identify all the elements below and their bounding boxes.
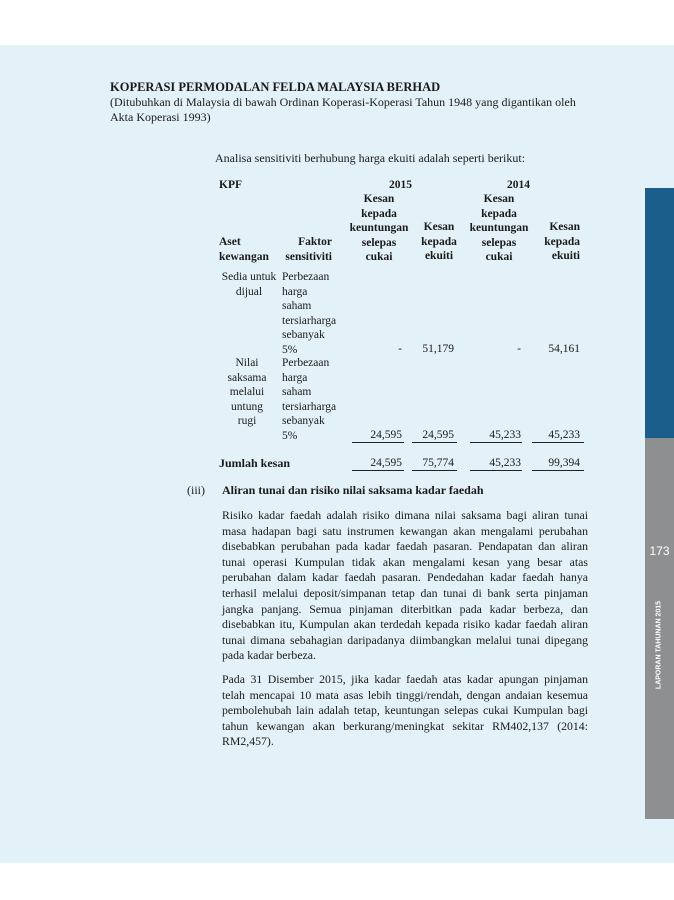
cell-equity-2015: 51,179 xyxy=(422,343,454,355)
total-rule xyxy=(470,470,522,471)
total-rule xyxy=(532,470,584,471)
subtotal-rule xyxy=(532,442,584,443)
total-rule xyxy=(412,470,457,471)
subtotal-rule xyxy=(412,442,457,443)
row-factor: Perbezaan harga saham tersiarharga sebanyak 5% xyxy=(282,271,337,356)
org-name: KOPERASI PERMODALAN FELDA MALAYSIA BERHAD xyxy=(110,80,441,94)
col-header-equity-2015: Kesan kepada ekuiti xyxy=(421,221,457,262)
side-tab-blue xyxy=(645,188,674,438)
cell-profit-2015: 24,595 xyxy=(370,429,402,441)
total-profit-2014: 45,233 xyxy=(489,457,521,469)
intro-text: Analisa sensitiviti berhubung harga ekuiti adalah seperti berikut: xyxy=(215,151,526,165)
paragraph-sensitivity: Pada 31 Disember 2015, jika kadar faedah atas kadar apungan pinjaman telah mencapai 10 mata asas lebih tinggi/rendah, dengan andaian kesemua pembolehubah lain adalah tetap, keuntungan selepas cukai Kumpulan bagi tahun kewangan akan berkurang/meningkat sekitar RM402,137 (2014: RM2,457). xyxy=(222,672,588,749)
row-asset: Nilai saksama melalui untung rugi xyxy=(227,357,267,427)
org-subtitle: (Ditubuhkan di Malaysia di bawah Ordinan Koperasi-Koperasi Tahun 1948 yang digantikan oleh Akta Koperasi 1993) xyxy=(110,95,576,124)
paragraph-interest-risk: Risiko kadar faedah adalah risiko dimana nilai saksama bagi aliran tunai masa hadapan bagi satu instrumen kewangan akan mengalami perubahan disebabkan perubahan pada kadar faedah pasaran. Pendapatan dan aliran tunai operasi Kumpulan tidak akan mengalami kesan yang besar atas perubahan dalam kadar faedah pasaran. Pendedahan kadar faedah hanya terhasil melalui deposit/simpanan tetap dan tunai di bank serta pinjaman jangka panjang. Semua pinjaman diterbitkan pada kadar berbeza, dan disebabkan itu, Kumpulan akan terdedah kepada risiko kadar faedah aliran tunai dimana sebahagian daripadanya diimbangkan melalui tunai dipegang pada kadar berbeza. xyxy=(222,508,588,663)
section-title: Aliran tunai dan risiko nilai saksama kadar faedah xyxy=(222,483,484,497)
subtotal-rule xyxy=(352,442,404,443)
year-2014-header: 2014 xyxy=(507,179,530,191)
page-number: 173 xyxy=(649,544,670,558)
cell-equity-2015: 24,595 xyxy=(422,429,454,441)
cell-equity-2014: 45,233 xyxy=(548,429,580,441)
cell-profit-2014: 45,233 xyxy=(489,429,521,441)
row-factor: Perbezaan harga saham tersiarharga sebanyak 5% xyxy=(282,357,337,442)
col-header-profit-2014: Kesan kepada keuntungan selepas cukai xyxy=(469,193,529,263)
subtotal-rule xyxy=(470,442,522,443)
row-asset: Sedia untuk dijual xyxy=(221,271,277,298)
section-number: (iii) xyxy=(187,483,205,497)
col-header-equity-2014: Kesan kepada ekuiti xyxy=(544,221,580,262)
cell-equity-2014: 54,161 xyxy=(548,343,580,355)
total-rule xyxy=(352,470,404,471)
year-2015-header: 2015 xyxy=(389,179,412,191)
col-header-factor: Faktor sensitiviti xyxy=(285,236,332,263)
total-profit-2015: 24,595 xyxy=(370,457,402,469)
total-equity-2014: 99,394 xyxy=(548,457,580,469)
col-header-profit-2015: Kesan kepada keuntungan selepas cukai xyxy=(349,193,409,263)
total-equity-2015: 75,774 xyxy=(422,457,454,469)
table-group-label: KPF xyxy=(219,179,242,191)
cell-profit-2015: - xyxy=(398,343,402,355)
report-label: LAPORAN TAHUNAN 2015 xyxy=(655,600,663,690)
col-header-asset: Aset kewangan xyxy=(219,236,269,263)
page-background xyxy=(0,45,674,863)
total-label: Jumlah kesan xyxy=(219,456,291,470)
cell-profit-2014: - xyxy=(517,343,521,355)
